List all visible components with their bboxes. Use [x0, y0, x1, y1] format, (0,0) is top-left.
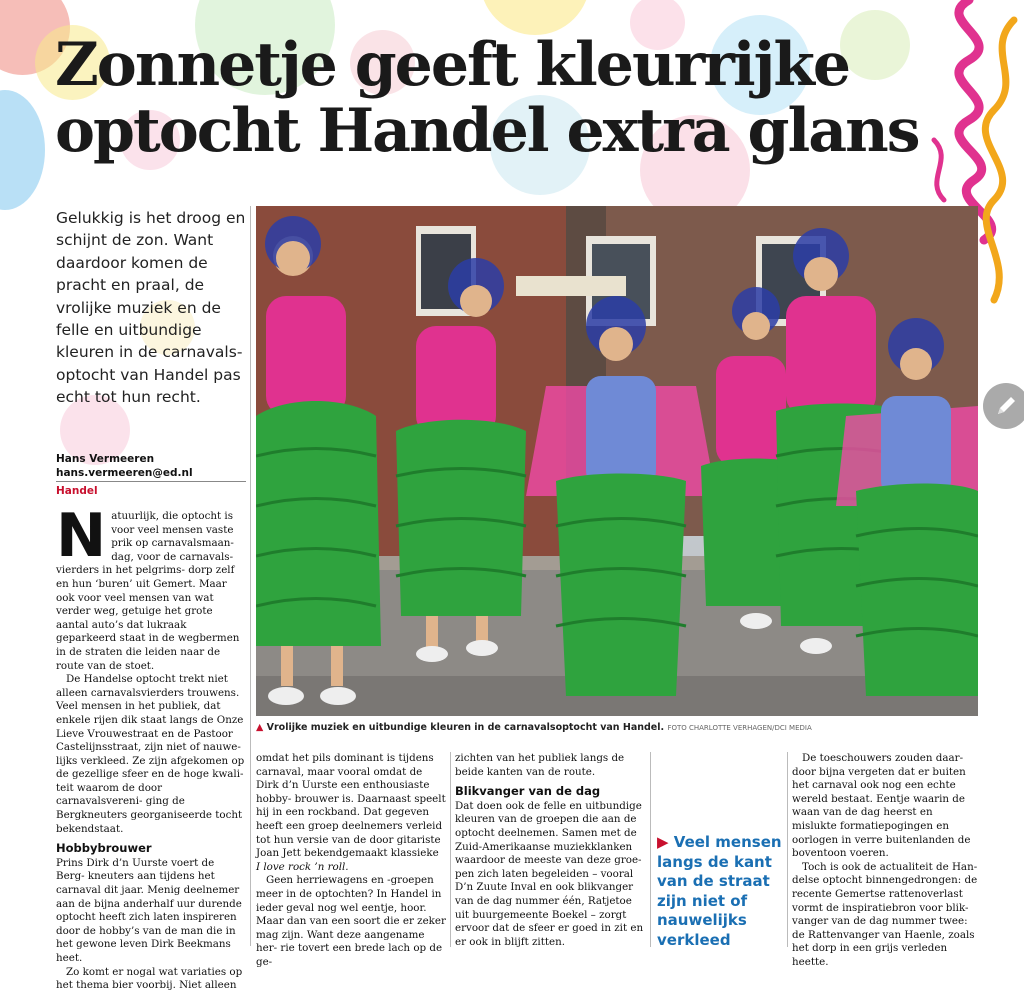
column-divider — [450, 752, 451, 947]
body-paragraph: Dat doen ook de felle en uitbundige kleuren van de groepen die aan de optocht deelnemen. Samen met de Zuid-Amerikaanse muziekklanken waardoor de meeste van deze groe- pen zich laten begeleiden – vooral D’n Zuute Inval en ook blikvanger van de dag nummer één, Ratjetoe uit buurgemeente Boekel – zorgt ervoor dat de sfeer er goed in zit en er ook in blijft zitten. — [455, 799, 644, 948]
drop-cap: N — [56, 501, 107, 571]
column-divider — [787, 752, 788, 947]
byline-divider — [56, 481, 246, 482]
subheading-blikvanger: Blikvanger van de dag — [455, 784, 601, 799]
body-paragraph: Geen herriewagens en -groepen meer in de optochten? In Handel in ieder geval nog wel eentje, hoor. Maar dan van een soort die er zeker mag zijn. Want deze aangename her- rie tovert een brede lach op de ge- — [256, 874, 446, 968]
body-column-1 — [56, 501, 246, 993]
body-paragraph: De Handelse optocht trekt niet alleen carnavalsvierders trouwens. Veel mensen in het publiek, dat enkele rijen dik staat langs de Onze Lieve Vrouwestraat en de Pastoor Castelijnsstraat, zijn niet of nauwe- lijks verkleed. Ze zijn afgekomen op de gezellige sfeer en de hoge kwali- teit waarom de door carnavalsvereni- ging de Bergkneuters georganiseerde tocht bekendstaat. — [56, 673, 245, 835]
subheading-hobbybrouwer: Hobbybrouwer — [56, 841, 152, 856]
carnival-parade-illustration — [256, 206, 978, 716]
caption-text: Vrolijke muziek en uitbundige kleuren in de carnavalsoptocht van Handel. — [266, 722, 665, 733]
headline-line-1: Zonnetje geeft kleurrijke — [55, 30, 850, 100]
location-tag: Handel — [56, 485, 98, 497]
headline — [55, 32, 995, 164]
body-paragraph: Prins Dirk d’n Uurste voert de Berg- kneuters aan tijdens het carnaval dit jaar. Menig deelnemer aan de bijna anderhalf uur durende optocht heeft zich laten inspireren door de hobby’s van de man die in het gewone leven Dirk Beekmans heet. — [56, 856, 242, 964]
pencil-icon — [983, 383, 1024, 429]
body-column-2 — [256, 752, 446, 970]
author-name: Hans Vermeeren — [56, 453, 155, 465]
pull-quote — [657, 833, 782, 950]
pull-quote-text: Veel mensen langs de kant van de straat zijn niet of nauwelijks verkleed — [657, 833, 782, 949]
body-paragraph: zichten van het publiek langs de beide kanten van de route. — [455, 752, 625, 778]
song-title: I love rock ’n roll. — [256, 860, 349, 873]
headline-line-2: optocht Handel extra glans — [55, 96, 919, 166]
photo-caption — [256, 722, 978, 733]
body-paragraph — [256, 752, 446, 874]
body-paragraph: Toch is ook de actualiteit de Han- delse optocht binnengedrongen: de recente Gemertse rattenoverlast vormt de inspiratiebron voor blik- vanger van de dag nummer twee: de Rattenvanger van Haenle, zoals het dorp in een grijs verleden heette. — [792, 860, 978, 968]
body-paragraph: De toeschouwers zouden daar- door bijna vergeten dat er buiten het carnaval ook nog een echte wereld bestaat. Eentje waarin de waan van de dag heerst en mislukte formatiepogingen en oorlogen in verre buitenlanden de boventoon voeren. — [792, 752, 971, 860]
intro-paragraph: Gelukkig is het droog en schijnt de zon. Want daardoor komen de pracht en praal, de vrolijke muziek en de felle en uitbundige kleuren in de carnavals- optocht van Handel pas echt tot hun recht. — [56, 209, 246, 407]
quote-marker-icon: ▶ — [657, 833, 669, 851]
body-column-4 — [792, 752, 978, 970]
body-column-3 — [455, 752, 645, 949]
byline — [56, 452, 246, 498]
body-paragraph: atuurlijk, die optocht is voor veel mensen vaste prik op carnavalsmaan- dag, voor de carnavals- vierders in het pelgrims- dorp zelf en hun ‘buren’ uit Gemert. Maar ook voor veel mensen van wat verder weg, getuige het grote aantal auto’s dat lukraak geparkeerd staat in de wegbermen in de straten die leiden naar de route van de stoet. — [56, 510, 240, 672]
photo-credit: FOTO CHARLOTTE VERHAGEN/DCI MEDIA — [667, 724, 812, 732]
body-paragraph: Zo komt er nogal wat variaties op het thema bier voorbij. Niet alleen — [56, 965, 243, 992]
article-photo — [256, 206, 978, 716]
author-email[interactable]: hans.vermeeren@ed.nl — [56, 467, 193, 479]
column-divider — [650, 752, 651, 947]
body-text: omdat het pils dominant is tijdens carnaval, maar vooral omdat de Dirk d’n Uurste een enthousiaste hobby- brouwer is. Daarnaast speelt hij in een rockband. Dat gegeven heeft een groep deelnemers verleid tot hun versie van de door gitariste Joan Jett bekendgemaakt klassieke — [256, 752, 446, 860]
column-divider — [250, 206, 251, 946]
caption-marker-icon: ▲ — [256, 722, 264, 733]
edit-button[interactable] — [983, 383, 1024, 429]
